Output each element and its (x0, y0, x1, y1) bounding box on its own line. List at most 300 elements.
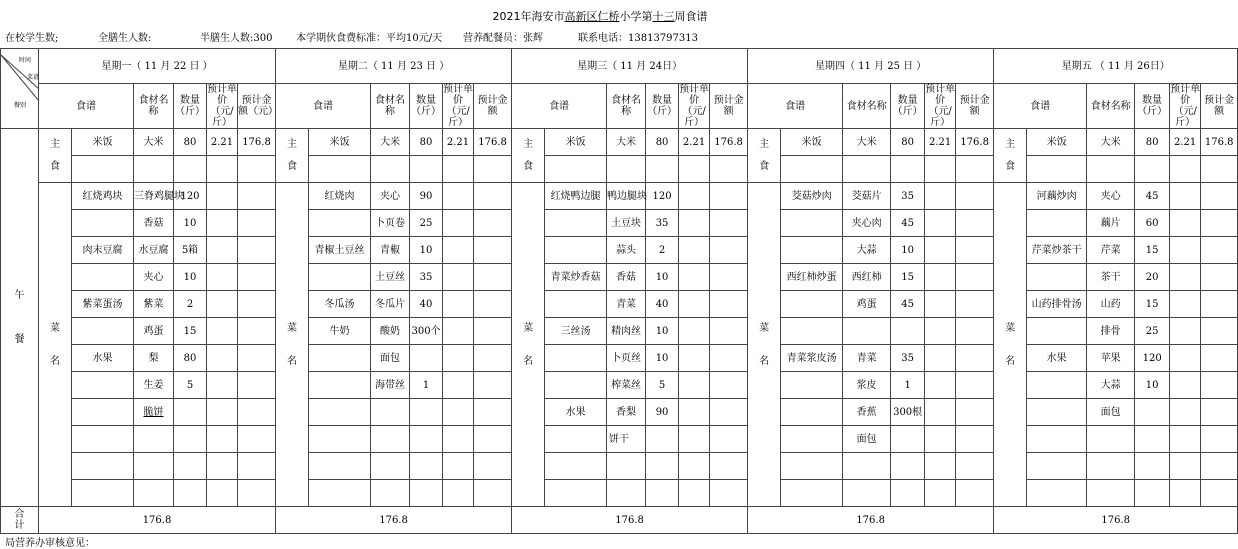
amount-cell (710, 237, 748, 264)
ingredient-qty: 25 (1135, 318, 1170, 345)
staple-price: 2.21 (925, 129, 956, 156)
amount-cell (474, 318, 512, 345)
amount-cell (956, 291, 994, 318)
staple-amount: 176.8 (238, 129, 276, 156)
price-cell (925, 210, 956, 237)
amount-cell (238, 183, 276, 210)
price-cell (443, 183, 474, 210)
ingredient-qty: 1 (891, 372, 925, 399)
amount-cell (474, 183, 512, 210)
ingredient-name: 卜页卷 (371, 210, 410, 237)
ingredient-qty: 120 (174, 183, 207, 210)
dish-name (1027, 426, 1087, 453)
price-cell (679, 210, 710, 237)
amount-cell (1201, 237, 1238, 264)
dish-char-2: 名 (1005, 355, 1016, 367)
dish-name: 芹菜炒茶干 (1027, 237, 1087, 264)
amount-cell (1201, 399, 1238, 426)
ingredient-qty: 5 (174, 372, 207, 399)
price-cell (679, 345, 710, 372)
ingredient-name: 饼干 (607, 426, 646, 453)
ingredient-name: 青菜 (607, 291, 646, 318)
amount-cell (238, 264, 276, 291)
dish-name: 冬瓜汤 (309, 291, 371, 318)
dish-name: 青菜炒香菇 (545, 264, 607, 291)
students-count: 在校学生数; (5, 33, 59, 44)
ingredient-qty (174, 480, 207, 507)
staple-label-3 (512, 129, 545, 183)
ingredient-qty: 35 (891, 183, 925, 210)
ingredient-qty (646, 453, 679, 480)
amount-cell (474, 480, 512, 507)
ingredient-qty: 90 (646, 399, 679, 426)
empty-cell (1135, 156, 1170, 183)
ingredient-name: 面包 (371, 345, 410, 372)
price-cell (443, 399, 474, 426)
price-cell (207, 372, 238, 399)
ingredient-qty: 300个 (410, 318, 443, 345)
dish-name (545, 291, 607, 318)
amount-cell (956, 426, 994, 453)
ingredient-qty: 2 (174, 291, 207, 318)
price-cell (1170, 426, 1201, 453)
staple-qty: 80 (646, 129, 679, 156)
dish-label-1 (39, 183, 72, 507)
amount-cell (956, 345, 994, 372)
price-cell (925, 237, 956, 264)
amount-cell (710, 345, 748, 372)
price-cell (443, 264, 474, 291)
col-dish-header: 食谱 (276, 84, 371, 129)
staple-char-1: 主 (1005, 139, 1016, 150)
ingredient-qty: 45 (891, 210, 925, 237)
dish-char-1: 菜 (759, 322, 770, 334)
dish-name (545, 345, 607, 372)
empty-cell (309, 156, 371, 183)
ingredient-name (371, 480, 410, 507)
price-cell (443, 426, 474, 453)
amount-cell (474, 372, 512, 399)
ingredient-name (843, 318, 891, 345)
col-ingredient-header: 食材名称 (1087, 84, 1135, 129)
ingredient-name: 土豆块 (607, 210, 646, 237)
ingredient-qty: 40 (410, 291, 443, 318)
dish-name (309, 480, 371, 507)
col-ingredient-header: 食材名称 (134, 84, 174, 129)
ingredient-name: 榨菜丝 (607, 372, 646, 399)
dish-name: 青椒土豆丝 (309, 237, 371, 264)
ingredient-name: 茶干 (1087, 264, 1135, 291)
ingredient-name (607, 480, 646, 507)
staple-dish: 米饭 (781, 129, 843, 156)
dish-name (1027, 453, 1087, 480)
ingredient-qty: 20 (1135, 264, 1170, 291)
day-total-5: 176.8 (994, 507, 1238, 534)
amount-cell (1201, 291, 1238, 318)
title-mid: 小学第 (619, 10, 653, 23)
amount-cell (474, 210, 512, 237)
amount-cell (1201, 210, 1238, 237)
dish-name (309, 399, 371, 426)
staple-char-1: 主 (523, 139, 534, 150)
amount-cell (474, 426, 512, 453)
ingredient-name: 苹果 (1087, 345, 1135, 372)
ingredient-name: 鸭边腿块 (607, 183, 646, 210)
amount-cell (474, 237, 512, 264)
amount-cell (474, 399, 512, 426)
price-cell (1170, 372, 1201, 399)
ingredient-qty: 300根 (891, 399, 925, 426)
price-cell (679, 183, 710, 210)
total-label (1, 507, 39, 534)
amount-cell (710, 372, 748, 399)
ingredient-qty (410, 480, 443, 507)
amount-cell (238, 426, 276, 453)
dish-name (309, 426, 371, 453)
dish-name: 红烧鸡块 (72, 183, 134, 210)
nutritionist: 营养配餐员：张辉 (463, 33, 543, 44)
price-cell (1170, 399, 1201, 426)
col-quantity-header: 数量（斤） (891, 84, 925, 129)
ingredient-qty: 35 (646, 210, 679, 237)
fee-standard: 本学期伙食费标准：平均10元/天 (296, 33, 443, 44)
meal-char-1: 午 (14, 290, 25, 301)
ingredient-name (1087, 426, 1135, 453)
dish-label-3 (512, 183, 545, 507)
ingredient-name: 冬瓜片 (371, 291, 410, 318)
ingredient-qty (410, 345, 443, 372)
price-cell (1170, 453, 1201, 480)
price-cell (207, 291, 238, 318)
price-cell (1170, 210, 1201, 237)
ingredient-qty (1135, 480, 1170, 507)
staple-char-2: 食 (287, 161, 298, 172)
price-cell (207, 453, 238, 480)
ingredient-qty (646, 426, 679, 453)
total-text: 合 计 (14, 509, 25, 531)
dish-name (309, 210, 371, 237)
amount-cell (710, 183, 748, 210)
contact-phone: 联系电话：13813797313 (578, 33, 698, 44)
staple-price: 2.21 (679, 129, 710, 156)
ingredient-qty (410, 399, 443, 426)
ingredient-name: 西红柿 (843, 264, 891, 291)
ingredient-qty: 15 (1135, 237, 1170, 264)
ingredient-name (371, 453, 410, 480)
dish-char-2: 名 (50, 355, 60, 367)
day-total-2: 176.8 (276, 507, 512, 534)
price-cell (207, 210, 238, 237)
dish-name: 水果 (72, 345, 134, 372)
ingredient-qty (891, 453, 925, 480)
empty-cell (1027, 156, 1087, 183)
day-total-3: 176.8 (512, 507, 748, 534)
dish-name (72, 318, 134, 345)
dish-char-1: 菜 (523, 322, 534, 334)
amount-cell (1201, 318, 1238, 345)
ingredient-name: 排骨 (1087, 318, 1135, 345)
dish-name (309, 345, 371, 372)
col-dish-header: 食谱 (39, 84, 134, 129)
staple-label-1 (39, 129, 72, 183)
dish-name (781, 318, 843, 345)
col-ingredient-header: 食材名称 (371, 84, 410, 129)
dish-name: 西红柿炒蛋 (781, 264, 843, 291)
amount-cell (238, 372, 276, 399)
ingredient-name (371, 426, 410, 453)
ingredient-name: 面包 (843, 426, 891, 453)
dish-name (309, 372, 371, 399)
col-quantity-header: 数量（斤） (410, 84, 443, 129)
staple-ingredient: 大米 (371, 129, 410, 156)
dish-label-4 (748, 183, 781, 507)
price-cell (207, 345, 238, 372)
ingredient-name (134, 453, 174, 480)
price-cell (679, 237, 710, 264)
amount-cell (238, 318, 276, 345)
col-price-header: 预计单价（元/斤） (925, 84, 956, 128)
staple-dish: 米饭 (1027, 129, 1087, 156)
staple-amount: 176.8 (956, 129, 994, 156)
dish-name (72, 480, 134, 507)
dish-char-2: 名 (523, 355, 534, 367)
empty-cell (925, 156, 956, 183)
amount-cell (956, 237, 994, 264)
amount-cell (710, 426, 748, 453)
ingredient-qty: 10 (174, 264, 207, 291)
amount-cell (238, 237, 276, 264)
staple-label-2 (276, 129, 309, 183)
dish-name: 肉末豆腐 (72, 237, 134, 264)
amount-cell (474, 291, 512, 318)
staple-ingredient: 大米 (134, 129, 174, 156)
ingredient-name: 青菜 (843, 345, 891, 372)
ingredient-name (371, 399, 410, 426)
ingredient-name (607, 453, 646, 480)
price-cell (443, 480, 474, 507)
price-cell (1170, 237, 1201, 264)
weekly-menu-table (0, 48, 1238, 534)
ingredient-name: 梨 (134, 345, 174, 372)
price-cell (679, 264, 710, 291)
amount-cell (956, 264, 994, 291)
diag-menu-label: 菜谱 (27, 73, 40, 81)
ingredient-name: 夹心 (134, 264, 174, 291)
day-header-4: 星期四（ 11 月 25 日 ） (748, 49, 994, 84)
amount-cell (238, 480, 276, 507)
ingredient-qty: 120 (646, 183, 679, 210)
amount-cell (710, 264, 748, 291)
amount-cell (710, 291, 748, 318)
amount-cell (1201, 480, 1238, 507)
empty-cell (72, 156, 134, 183)
amount-cell (956, 480, 994, 507)
ingredient-qty: 2 (646, 237, 679, 264)
ingredient-name: 大蒜 (843, 237, 891, 264)
dish-name (545, 426, 607, 453)
amount-cell (956, 210, 994, 237)
dish-name (781, 372, 843, 399)
diagonal-lines (1, 55, 39, 123)
col-amount-header: 预计金额 (1201, 84, 1238, 129)
full-meal-count: 全膳生人数: (98, 33, 152, 44)
dish-name (781, 399, 843, 426)
price-cell (679, 426, 710, 453)
ingredient-qty: 10 (174, 210, 207, 237)
amount-cell (710, 210, 748, 237)
price-cell (443, 210, 474, 237)
amount-cell (238, 291, 276, 318)
info-bar (0, 30, 1200, 48)
dish-name (72, 453, 134, 480)
ingredient-name: 山药 (1087, 291, 1135, 318)
empty-cell (781, 156, 843, 183)
staple-char-2: 食 (759, 161, 770, 172)
day-total-1: 176.8 (39, 507, 276, 534)
col-amount-header: 预计金额 (474, 84, 512, 129)
empty-cell (1087, 156, 1135, 183)
ingredient-qty: 45 (891, 291, 925, 318)
ingredient-name: 鸡蛋 (843, 291, 891, 318)
title-suffix: 周食谱 (674, 10, 708, 23)
price-cell (925, 453, 956, 480)
ingredient-name: 鸡蛋 (134, 318, 174, 345)
ingredient-qty: 10 (891, 237, 925, 264)
dish-char-1: 菜 (287, 322, 298, 334)
col-dish-header: 食谱 (994, 84, 1087, 129)
diagonal-header (1, 49, 39, 129)
dish-name (72, 264, 134, 291)
empty-cell (207, 156, 238, 183)
amount-cell (474, 453, 512, 480)
ingredient-name: 香菇 (134, 210, 174, 237)
ingredient-name (134, 480, 174, 507)
ingredient-name: 卜页丝 (607, 345, 646, 372)
staple-amount: 176.8 (710, 129, 748, 156)
dish-name (1027, 318, 1087, 345)
dish-name (781, 237, 843, 264)
dish-name (72, 399, 134, 426)
title-district: 高新区仁桥 (564, 10, 620, 23)
col-dish-header: 食谱 (512, 84, 607, 129)
price-cell (679, 399, 710, 426)
staple-ingredient: 大米 (1087, 129, 1135, 156)
empty-cell (474, 156, 512, 183)
price-cell (443, 345, 474, 372)
dish-name: 山药排骨汤 (1027, 291, 1087, 318)
day-header-2: 星期二（ 11 月 23 日 ） (276, 49, 512, 84)
price-cell (925, 183, 956, 210)
amount-cell (474, 345, 512, 372)
ingredient-qty (891, 426, 925, 453)
dish-name: 红烧鸭边腿 (545, 183, 607, 210)
price-cell (207, 426, 238, 453)
staple-price: 2.21 (1170, 129, 1201, 156)
staple-label-5 (994, 129, 1027, 183)
ingredient-name: 三脊鸡腿块 (134, 183, 174, 210)
dish-name (781, 480, 843, 507)
price-cell (443, 291, 474, 318)
ingredient-name: 夹心 (371, 183, 410, 210)
price-cell (1170, 264, 1201, 291)
dish-name: 青菜浆皮汤 (781, 345, 843, 372)
dish-name (545, 480, 607, 507)
staple-qty: 80 (174, 129, 207, 156)
day-header-3: 星期三（ 11 月 24日） (512, 49, 748, 84)
amount-cell (1201, 426, 1238, 453)
dish-name: 水果 (1027, 345, 1087, 372)
ingredient-name (1087, 480, 1135, 507)
dish-char-2: 名 (287, 355, 298, 367)
price-cell (925, 372, 956, 399)
ingredient-qty (1135, 426, 1170, 453)
half-meal-count: 半膳生人数:300 (200, 33, 273, 44)
staple-ingredient: 大米 (607, 129, 646, 156)
ingredient-name: 酸奶 (371, 318, 410, 345)
staple-qty: 80 (891, 129, 925, 156)
ingredient-name: 土豆丝 (371, 264, 410, 291)
amount-cell (956, 372, 994, 399)
dish-name (545, 210, 607, 237)
col-price-header: 预计单价（元/斤） (1170, 84, 1201, 128)
dish-name: 水果 (545, 399, 607, 426)
price-cell (679, 291, 710, 318)
price-cell (443, 318, 474, 345)
col-amount-header: 预计金额 (710, 84, 748, 129)
dish-label-5 (994, 183, 1027, 507)
dish-name (1027, 264, 1087, 291)
ingredient-qty (410, 453, 443, 480)
price-cell (679, 453, 710, 480)
ingredient-name (843, 453, 891, 480)
staple-label-4 (748, 129, 781, 183)
ingredient-qty: 45 (1135, 183, 1170, 210)
amount-cell (238, 210, 276, 237)
price-cell (207, 237, 238, 264)
amount-cell (238, 345, 276, 372)
empty-cell (843, 156, 891, 183)
price-cell (925, 399, 956, 426)
col-price-header: 预计单价（元/斤） (207, 84, 237, 128)
ingredient-name: 大蒜 (1087, 372, 1135, 399)
staple-ingredient: 大米 (843, 129, 891, 156)
amount-cell (710, 453, 748, 480)
empty-cell (371, 156, 410, 183)
amount-cell (1201, 345, 1238, 372)
ingredient-name: 海带丝 (371, 372, 410, 399)
dish-char-1: 菜 (1005, 322, 1016, 334)
ingredient-qty (891, 318, 925, 345)
dish-name (781, 453, 843, 480)
price-cell (207, 318, 238, 345)
ingredient-qty: 90 (410, 183, 443, 210)
col-price-header: 预计单价（元/斤） (443, 84, 474, 128)
ingredient-qty: 10 (1135, 372, 1170, 399)
price-cell (925, 318, 956, 345)
empty-cell (545, 156, 607, 183)
amount-cell (1201, 264, 1238, 291)
amount-cell (956, 318, 994, 345)
empty-cell (607, 156, 646, 183)
staple-char-1: 主 (50, 139, 60, 150)
ingredient-qty (174, 453, 207, 480)
dish-name (1027, 399, 1087, 426)
ingredient-name: 蒜头 (607, 237, 646, 264)
ingredient-name: 茭菇片 (843, 183, 891, 210)
staple-qty: 80 (1135, 129, 1170, 156)
amount-cell (1201, 372, 1238, 399)
ingredient-qty: 15 (174, 318, 207, 345)
